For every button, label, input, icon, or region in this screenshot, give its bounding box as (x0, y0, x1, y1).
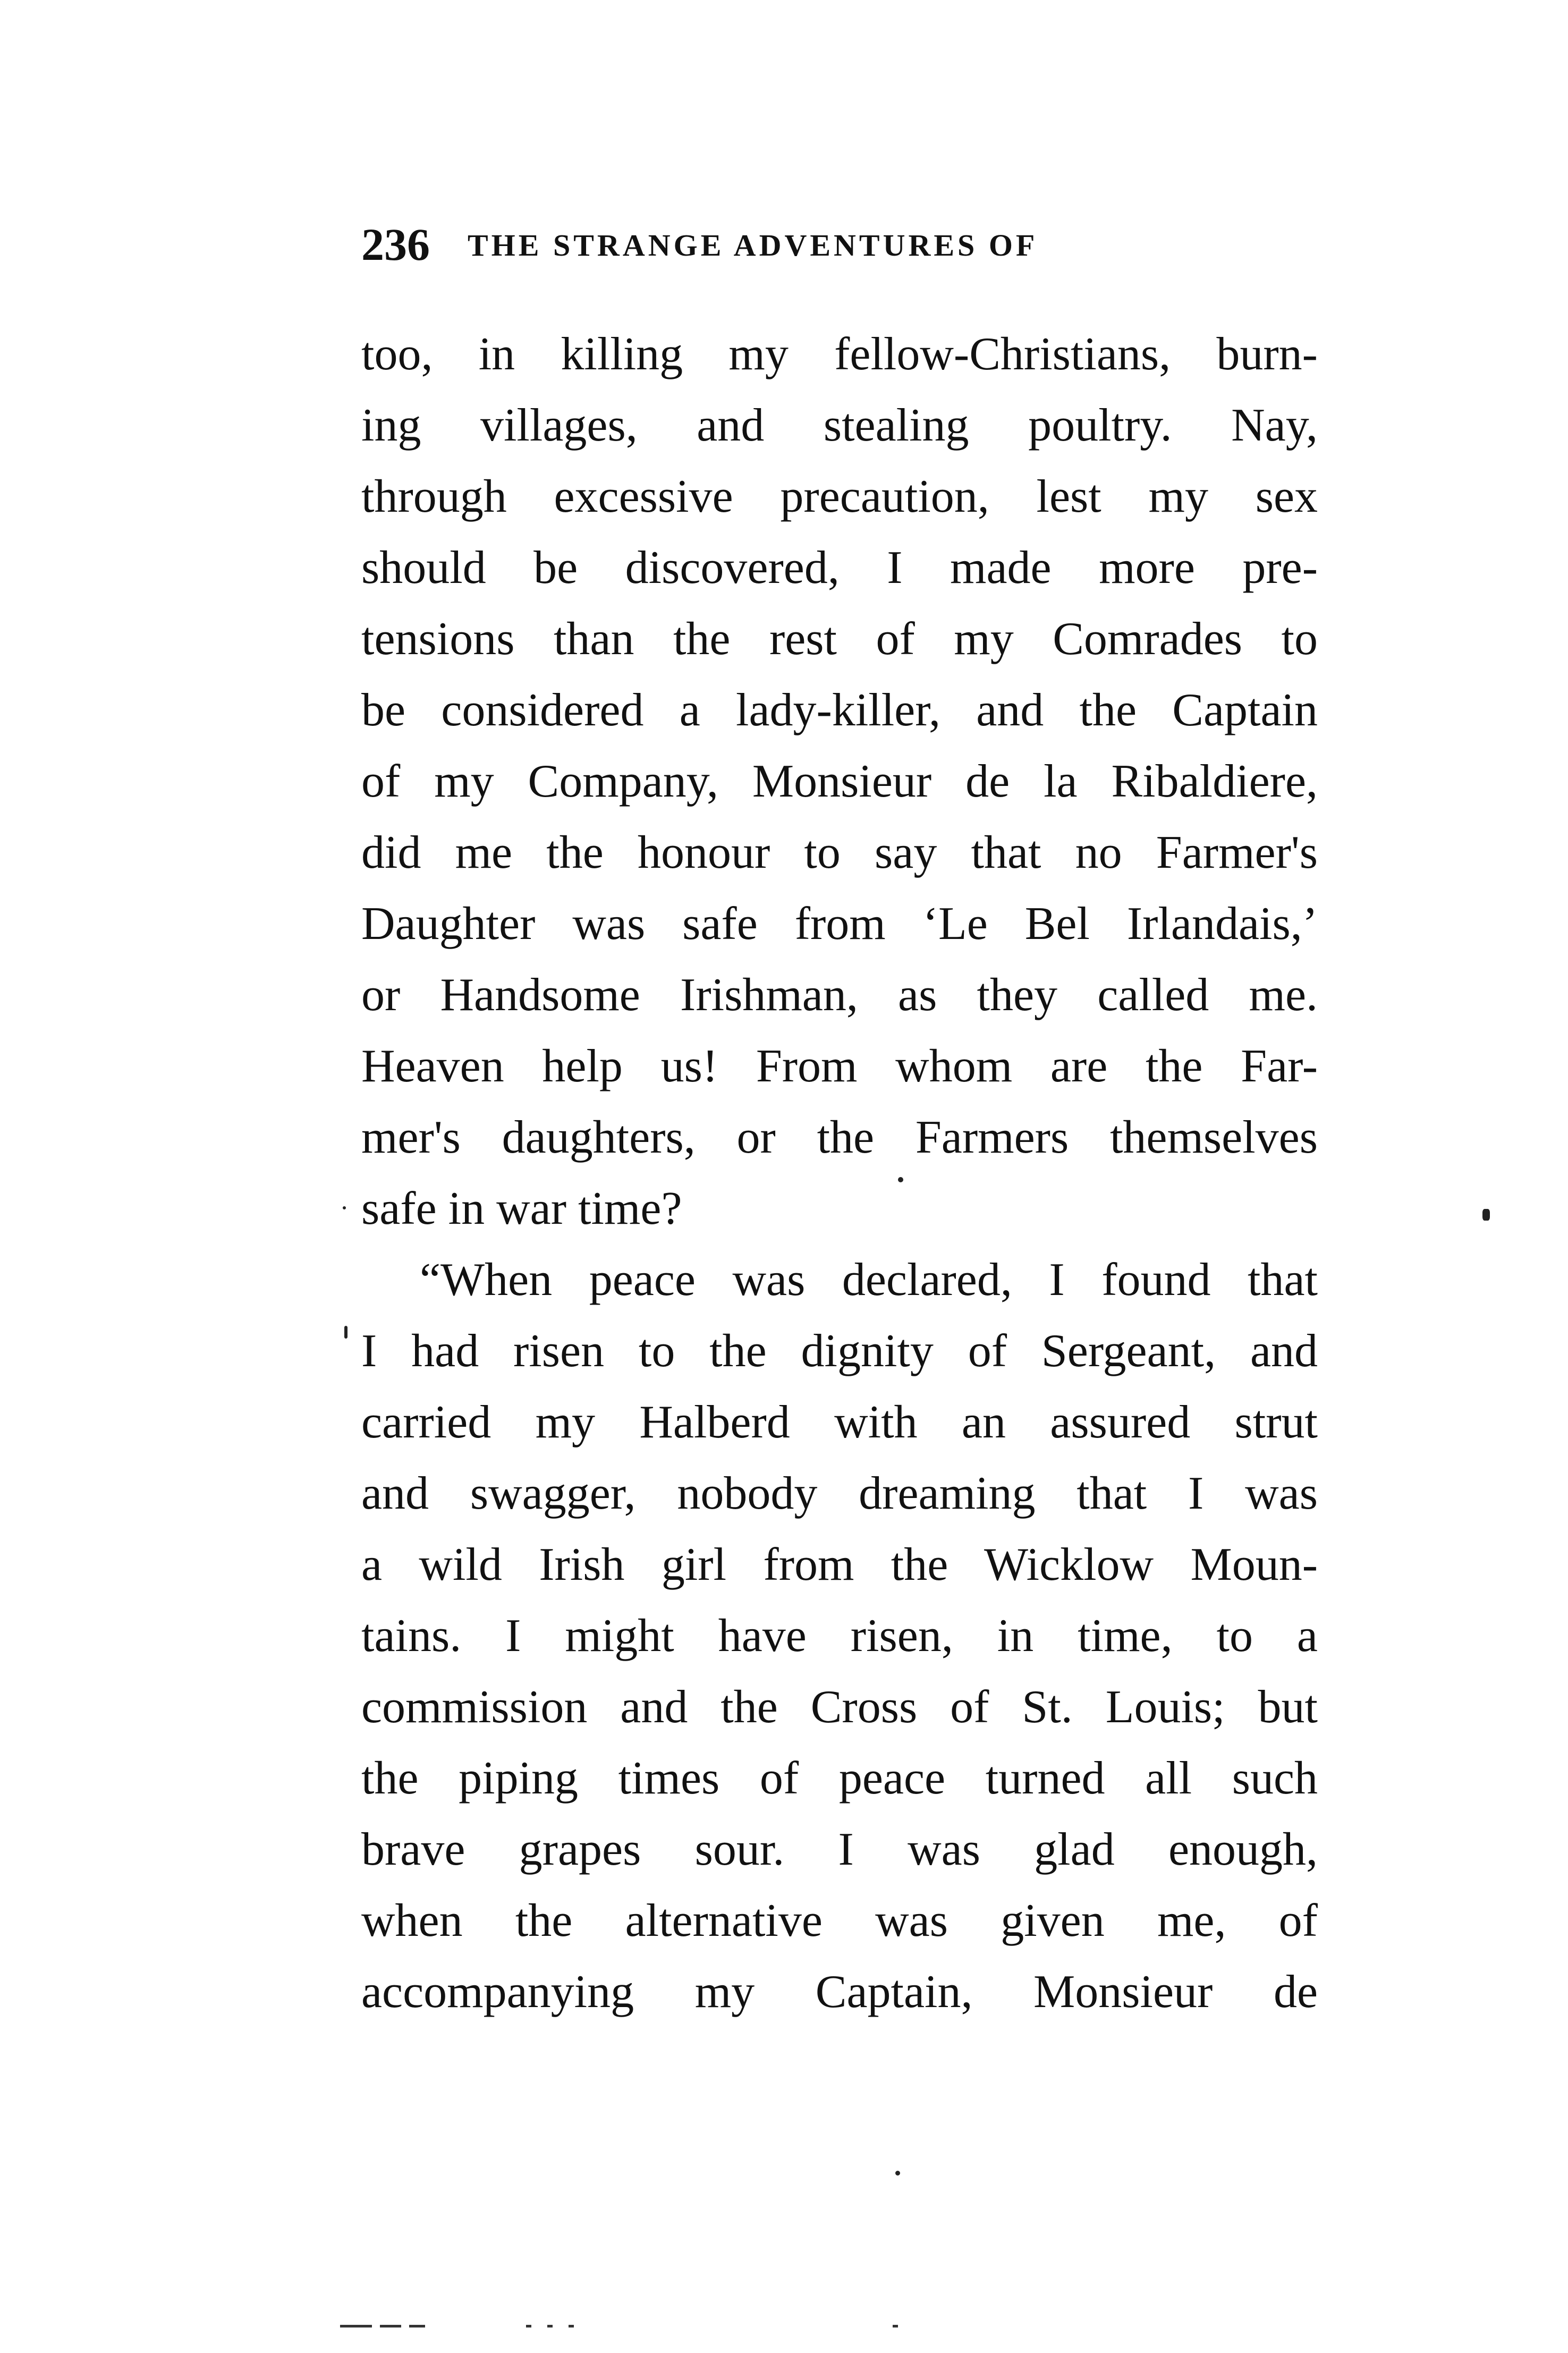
text-line: I had risen to the dignity of Sergeant, and (361, 1325, 1318, 1377)
text-line: too, in killing my fellow-Christians, burn- (361, 328, 1318, 380)
text-line: a wild Irish girl from the Wicklow Moun- (361, 1539, 1318, 1590)
text-line: through excessive precaution, lest my sex (361, 471, 1318, 522)
scan-speck (895, 2171, 900, 2176)
text-line: Heaven help us! From whom are the Far- (361, 1040, 1318, 1092)
text-line: and swagger, nobody dreaming that I was (361, 1468, 1318, 1519)
text-line: should be discovered, I made more pre- (361, 542, 1318, 594)
text-line: safe in war time? (361, 1183, 682, 1234)
paragraph-1 (361, 319, 1318, 1245)
running-title: THE STRANGE ADVENTURES OF (468, 228, 1038, 263)
text-line: accompanying my Captain, Monsieur de (361, 1966, 1318, 2018)
text-line: of my Company, Monsieur de la Ribaldiere, (361, 756, 1318, 807)
text-line: tensions than the rest of my Comrades to (361, 613, 1318, 665)
text-line: or Handsome Irishman, as they called me. (361, 969, 1318, 1021)
scan-speck (344, 1326, 347, 1339)
text-line: mer's daughters, or the Farmers themselves (361, 1112, 1318, 1163)
text-line: the piping times of peace turned all such (361, 1753, 1318, 1804)
text-line: be considered a lady-killer, and the Captain (361, 684, 1318, 736)
paragraph-2 (361, 1245, 1318, 2028)
text-line: did me the honour to say that no Farmer's (361, 827, 1318, 878)
scan-speck (343, 1206, 346, 1209)
page-number: 236 (361, 219, 430, 270)
text-line: commission and the Cross of St. Louis; but (361, 1681, 1318, 1733)
text-line: brave grapes sour. I was glad enough, (361, 1824, 1318, 1875)
scan-speck (898, 1177, 903, 1182)
text-line: carried my Halberd with an assured strut (361, 1396, 1318, 1448)
page-header (361, 213, 1318, 276)
text-line: ing villages, and stealing poultry. Nay, (361, 400, 1318, 451)
text-line: when the alternative was given me, of (361, 1895, 1318, 1946)
text-line: Daughter was safe from ‘Le Bel Irlandais,’ (361, 898, 1318, 950)
body-text (361, 319, 1318, 2028)
text-line: “When peace was declared, I found that (420, 1254, 1318, 1306)
text-line: tains. I might have risen, in time, to a (361, 1610, 1318, 1662)
scan-edge-marks (340, 2325, 925, 2329)
scan-speck (1482, 1209, 1490, 1221)
